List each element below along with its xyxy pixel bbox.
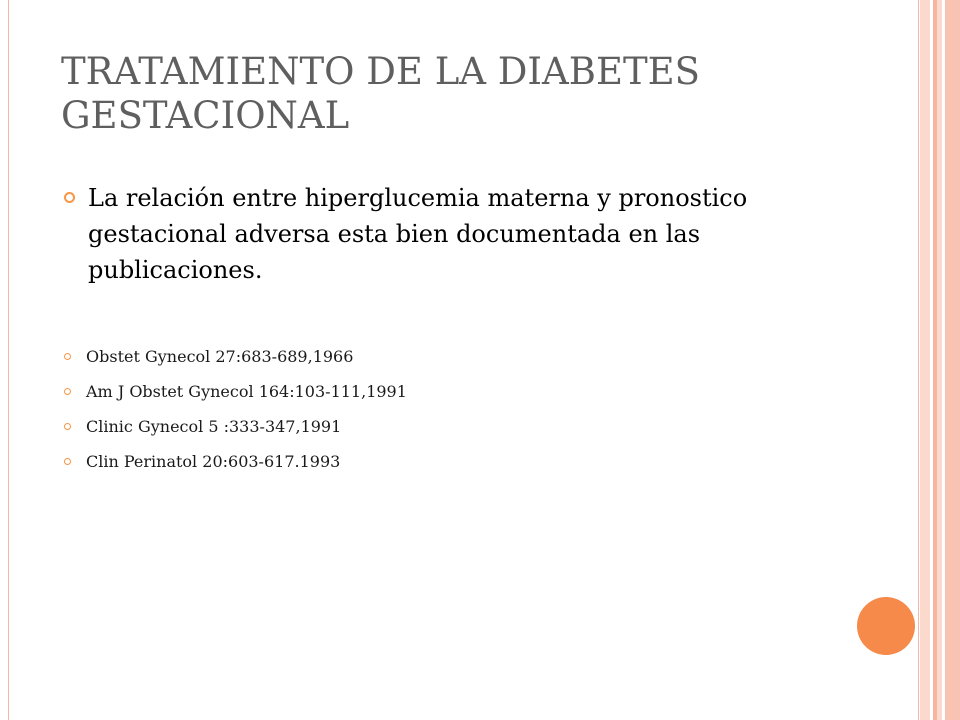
reference-item — [64, 415, 407, 437]
main-bullet-text: La relación entre hiperglucemia materna y pronostico gestacional adversa esta bien documentada en las publicaciones. — [88, 184, 748, 284]
decorative-stripe — [920, 0, 930, 720]
bullet-icon — [64, 353, 71, 360]
reference-item — [64, 380, 407, 402]
slide-title: TRATAMIENTO DE LA DIABETES GESTACIONAL — [61, 50, 700, 137]
bullet-icon — [64, 192, 75, 203]
right-frame-line — [918, 0, 919, 720]
bullet-icon — [64, 423, 71, 430]
reference-text: Obstet Gynecol 27:683-689,1966 — [86, 346, 354, 366]
reference-list — [64, 345, 407, 485]
left-frame-line — [8, 0, 9, 720]
reference-text: Am J Obstet Gynecol 164:103-111,1991 — [86, 381, 407, 401]
orange-circle-icon — [857, 597, 915, 655]
reference-item — [64, 345, 407, 367]
reference-text: Clin Perinatol 20:603-617.1993 — [86, 451, 341, 471]
bullet-icon — [64, 388, 71, 395]
reference-text: Clinic Gynecol 5 :333-347,1991 — [86, 416, 342, 436]
decorative-stripe — [945, 0, 960, 720]
main-bullet-item — [64, 180, 764, 288]
reference-item — [64, 450, 407, 472]
bullet-icon — [64, 458, 71, 465]
